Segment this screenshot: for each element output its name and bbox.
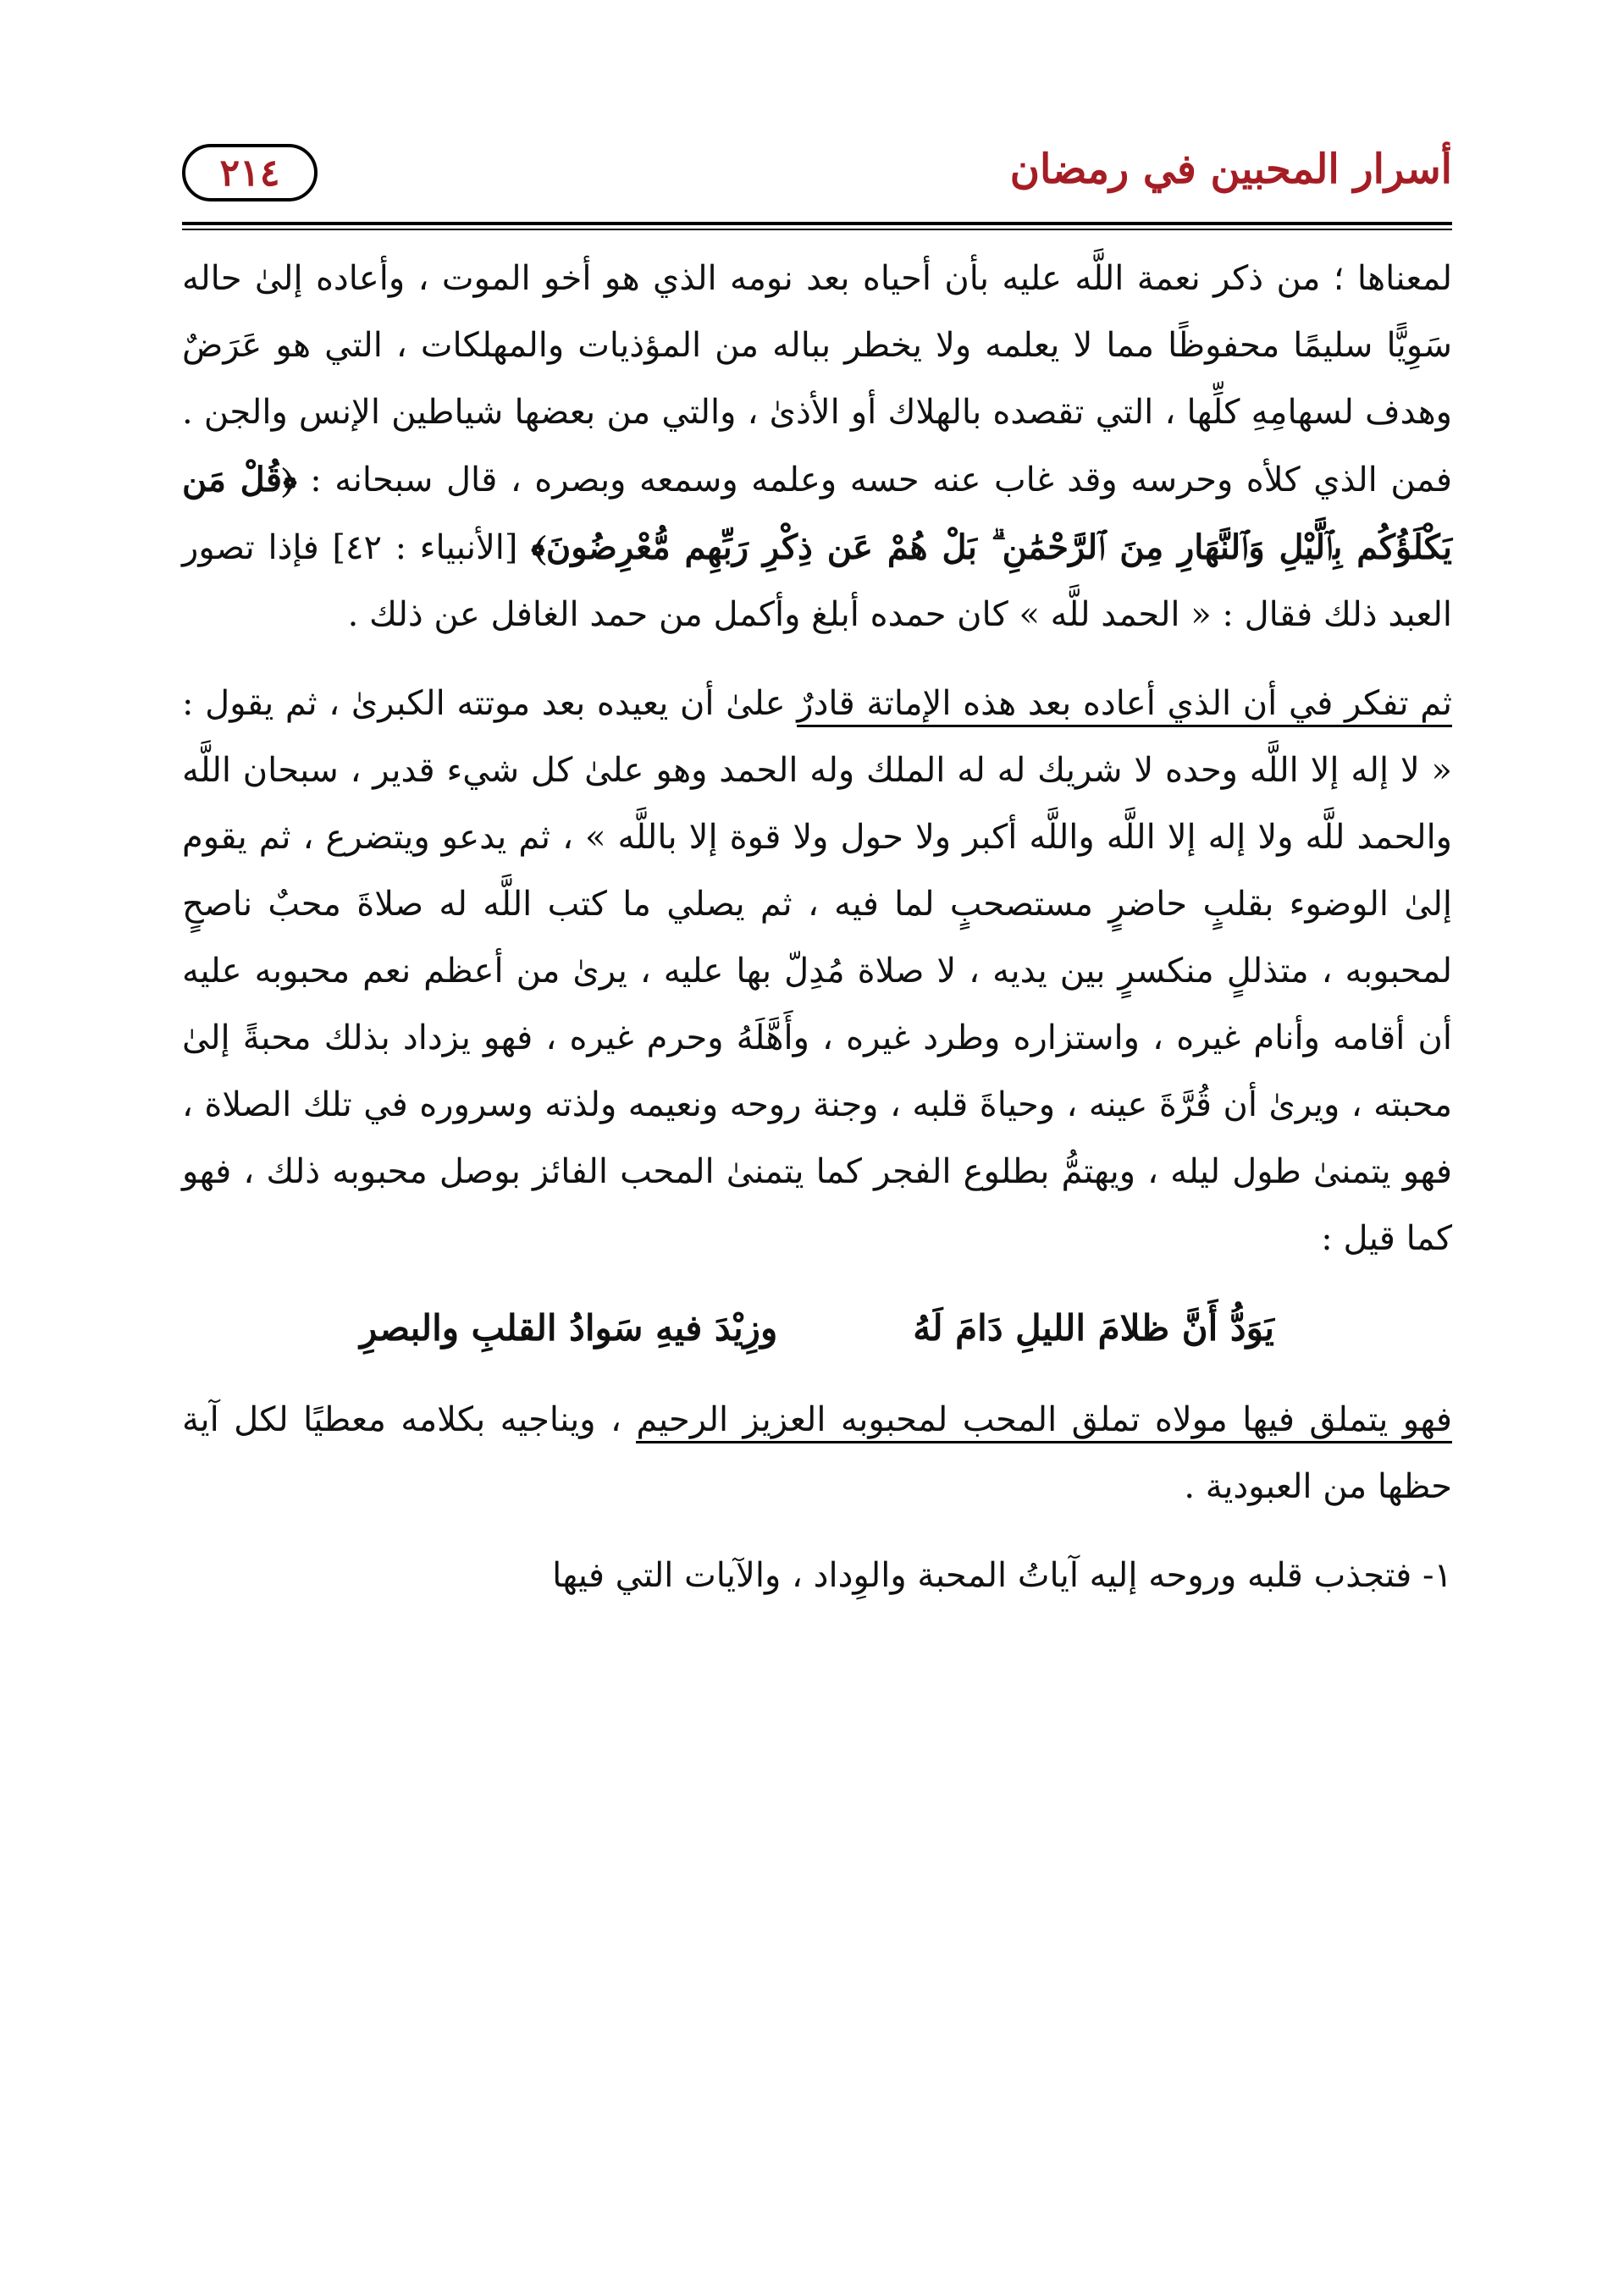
paragraph-1-continuation: [الأنبياء : ٤٢] فإذا تصور العبد ذلك فقال : « الحمد للَّه » كان حمده أبلغ وأكمل من حمد الغافل عن ذلك . [182,528,1452,634]
paragraph-2 [182,671,1452,1272]
header-rule-thick [182,222,1452,225]
paragraph-3 [182,1387,1452,1521]
verse-first-hemistich: يَوَدُّ أَنَّ ظلامَ الليلِ دَامَ لَهُ [913,1307,1274,1349]
page-body [182,246,1452,1631]
verse-second-hemistich: وزِيْدَ فيهِ سَوادُ القلبِ والبصرِ [360,1307,778,1349]
book-title: أسرار المحبين في رمضان [1009,146,1452,193]
underlined-phrase: ثم تفكر في أن الذي أعاده بعد هذه الإماتة قادرٌ [797,684,1452,727]
paragraph-2-text: علىٰ أن يعيده بعد موتته الكبرىٰ ، ثم يقول : « لا إله إلا اللَّه وحده لا شريك له له الملك وله الحمد وهو علىٰ كل شيء قدير ، سبحان اللَّه والحمد للَّه ولا إله إلا اللَّه واللَّه أكبر ولا حول ولا قوة إلا باللَّه » ، ثم يدعو ويتضرع ، ثم يقوم إلىٰ الوضوء بقلبٍ حاضرٍ مستصحبٍ لما فيه ، ثم يصلي ما كتب اللَّه له صلاةَ محبٌ ناصحٍ لمحبوبه ، متذللٍ منكسرٍ بين يديه ، لا صلاة مُدِلّ بها عليه ، يرىٰ من أعظم نعم محبوبه عليه أن أقامه وأنام غيره ، واستزاره وطرد غيره ، وأَهَّلَهُ وحرم غيره ، فهو يزداد بذلك محبةً إلىٰ محبته ، ويرىٰ أن قُرَّةَ عينه ، وحياةَ قلبه ، وجنة روحه ونعيمه ولذته وسروره في تلك الصلاة ، فهو يتمنىٰ طول ليله ، ويهتمُّ بطلوع الفجر كما يتمنىٰ المحب الفائز بوصل محبوبه ذلك ، فهو كما قيل : [182,684,1453,1258]
page-header [182,135,1452,220]
page-number: ٢١٤ [219,151,280,195]
list-item-1 [182,1543,1452,1609]
underlined-phrase: فهو يتملق فيها مولاه تملق المحب لمحبوبه العزيز الرحيم [636,1400,1452,1443]
quran-verse: ﴿قُلْ مَن يَكْلَؤُكُم بِٱلَّيْلِ وَٱلنَّهَارِ مِنَ ٱلرَّحْمَٰنِ ۗ بَلْ هُمْ عَن ذِكْرِ رَبِّهِم مُّعْرِضُونَ﴾ [182,460,1453,567]
paragraph-1-text: لمعناها ؛ من ذكر نعمة اللَّه عليه بأن أحياه بعد نومه الذي هو أخو الموت ، وأعاده إلىٰ حاله سَوِيًّا سليمًا محفوظًا مما لا يعلمه ولا يخطر بباله من المؤذيات والمهلكات ، التي هو عَرَضٌ وهدف لسهامِهِ كلِّها ، التي تقصده بالهلاك أو الأذىٰ ، والتي من بعضها شياطين الإنس والجن . فمن الذي كلأه وحرسه وقد غاب عنه حسه وعلمه وسمعه وبصره ، قال سبحانه : [182,259,1453,499]
list-item-1-text: ١- فتجذب قلبه وروحه إليه آياتُ المحبة والوِداد ، والآيات التي فيها [552,1556,1452,1595]
paragraph-3-text: ، ويناجيه بكلامه معطيًا لكل آية حظها من العبودية . [182,1400,1452,1506]
poetry-verse [182,1294,1452,1361]
page-number-badge [182,144,318,201]
header-rule-thin [182,229,1452,230]
paragraph-1 [182,246,1452,649]
